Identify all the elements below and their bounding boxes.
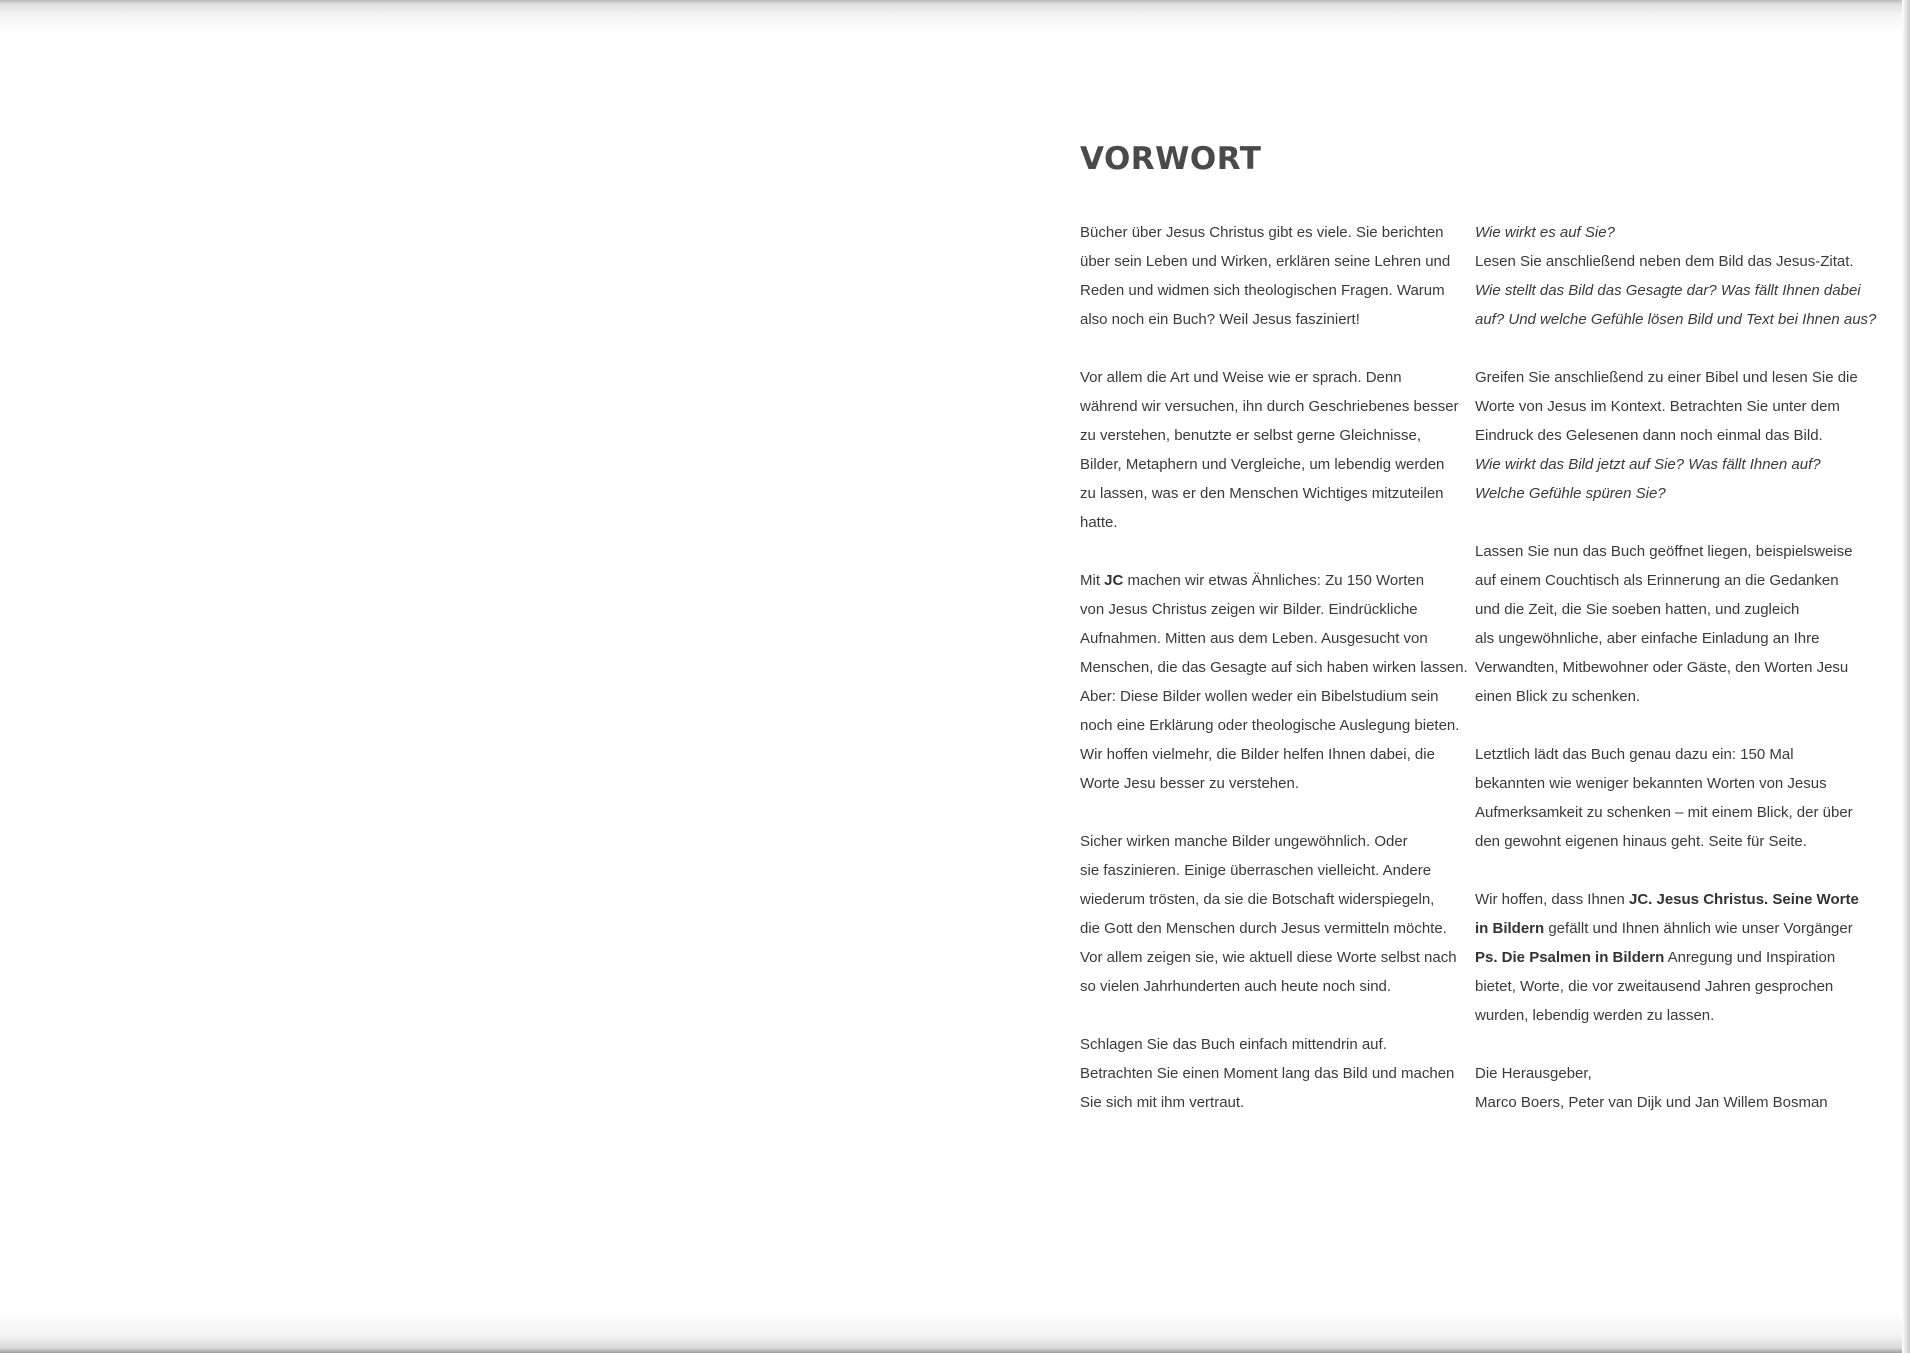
text-run: gefällt und Ihnen ähnlich wie unser Vorgänger <box>1544 920 1853 937</box>
paragraph-invitation <box>1475 740 1875 856</box>
text-line <box>1475 653 1875 682</box>
text-run: Letztlich lädt das Buch genau dazu ein: 150 Mal <box>1475 746 1794 763</box>
bottom-page-edge <box>0 1313 1910 1353</box>
text-run: Eindruck des Gelesenen dann noch einmal das Bild. <box>1475 427 1823 444</box>
text-line <box>1080 624 1480 653</box>
text-line <box>1080 508 1480 537</box>
text-run: Worte von Jesus im Kontext. Betrachten Sie unter dem <box>1475 398 1840 415</box>
signature-editors <box>1475 1059 1875 1117</box>
paragraph-speech <box>1080 363 1480 537</box>
text-run: Aufnahmen. Mitten aus dem Leben. Ausgesucht von <box>1080 630 1428 647</box>
text-run: Die Herausgeber, <box>1475 1065 1592 1082</box>
text-line <box>1475 798 1875 827</box>
text-line <box>1475 305 1875 334</box>
text-line <box>1475 1088 1875 1117</box>
text-line <box>1475 421 1875 450</box>
text-line <box>1475 624 1875 653</box>
text-line <box>1475 943 1875 972</box>
text-run: also noch ein Buch? Weil Jesus fasziniert! <box>1080 311 1360 328</box>
text-line <box>1080 595 1480 624</box>
text-line <box>1080 247 1480 276</box>
top-page-edge <box>0 0 1910 34</box>
text-run: Bücher über Jesus Christus gibt es viele. Sie berichten <box>1080 224 1444 241</box>
text-run: zu lassen, was er den Menschen Wichtiges mitzuteilen <box>1080 485 1444 502</box>
text-run: sie faszinieren. Einige überraschen vielleicht. Andere <box>1080 862 1432 879</box>
text-line <box>1475 885 1875 914</box>
text-column-left <box>1080 218 1480 1146</box>
text-line <box>1475 1001 1875 1030</box>
text-run: Anregung und Inspiration <box>1664 949 1836 966</box>
text-line <box>1475 827 1875 856</box>
text-run: Bilder, Metaphern und Vergleiche, um lebendig werden <box>1080 456 1445 473</box>
text-line <box>1475 479 1875 508</box>
text-line <box>1080 363 1480 392</box>
text-line <box>1475 218 1875 247</box>
text-run: Aber: Diese Bilder wollen weder ein Bibelstudium sein <box>1080 688 1439 705</box>
page-title: VORWORT <box>1080 141 1262 177</box>
paragraph-intro <box>1080 218 1480 334</box>
text-line <box>1475 537 1875 566</box>
paragraph-bible <box>1475 363 1875 508</box>
text-run: Schlagen Sie das Buch einfach mittendrin auf. <box>1080 1036 1387 1053</box>
text-run: Mit <box>1080 572 1105 589</box>
paragraph-questions <box>1475 218 1875 334</box>
text-line <box>1475 363 1875 392</box>
text-line <box>1475 740 1875 769</box>
text-run: Lesen Sie anschließend neben dem Bild das Jesus-Zitat. <box>1475 253 1854 270</box>
text-run: hatte. <box>1080 514 1118 531</box>
text-run: einen Blick zu schenken. <box>1475 688 1641 705</box>
right-page-edge <box>1902 0 1910 1353</box>
text-run: zu verstehen, benutzte er selbst gerne Gleichnisse, <box>1080 427 1422 444</box>
text-run: Sie sich mit ihm vertraut. <box>1080 1094 1245 1111</box>
text-run: Worte Jesu besser zu verstehen. <box>1080 775 1299 792</box>
text-line <box>1080 943 1480 972</box>
text-line <box>1080 740 1480 769</box>
text-line <box>1080 1059 1480 1088</box>
paragraph-coffee-table <box>1475 537 1875 711</box>
text-run: Wie wirkt das Bild jetzt auf Sie? Was fällt Ihnen auf? <box>1475 456 1821 473</box>
editor-names: Marco Boers, Peter van Dijk und Jan Willem Bosman <box>1475 1094 1828 1111</box>
text-line <box>1080 972 1480 1001</box>
paragraph-images <box>1080 827 1480 1001</box>
text-line <box>1475 595 1875 624</box>
text-run: Sicher wirken manche Bilder ungewöhnlich. Oder <box>1080 833 1408 850</box>
paragraph-hope <box>1475 885 1875 1030</box>
text-line <box>1475 566 1875 595</box>
text-run: die Gott den Menschen durch Jesus vermitteln möchte. <box>1080 920 1447 937</box>
text-line <box>1475 247 1875 276</box>
text-run: über sein Leben und Wirken, erklären seine Lehren und <box>1080 253 1451 270</box>
text-run: bekannten wie weniger bekannten Worten von Jesus <box>1475 775 1827 792</box>
text-run: während wir versuchen, ihn durch Geschriebenes besser <box>1080 398 1459 415</box>
text-line <box>1475 914 1875 943</box>
text-line <box>1080 421 1480 450</box>
text-line <box>1080 566 1480 595</box>
text-line <box>1080 914 1480 943</box>
book-title-jc-full: JC. Jesus Christus. Seine Worte <box>1628 891 1859 908</box>
text-line <box>1080 885 1480 914</box>
book-title-jc-full: in Bildern <box>1475 920 1545 937</box>
text-line <box>1080 711 1480 740</box>
left-page <box>0 30 955 1320</box>
text-line <box>1080 769 1480 798</box>
text-run: bietet, Worte, die vor zweitausend Jahren gesprochen <box>1475 978 1834 995</box>
text-run: Wir hoffen, dass Ihnen <box>1475 891 1629 908</box>
text-line <box>1475 769 1875 798</box>
text-run: Aufmerksamkeit zu schenken – mit einem Blick, der über <box>1475 804 1853 821</box>
text-run: Betrachten Sie einen Moment lang das Bild und machen <box>1080 1065 1455 1082</box>
book-title-psalmen: Ps. Die Psalmen in Bildern <box>1475 949 1665 966</box>
text-column-right <box>1475 218 1875 1146</box>
text-run: Verwandten, Mitbewohner oder Gäste, den Worten Jesu <box>1475 659 1849 676</box>
text-run: wiederum trösten, da sie die Botschaft widerspiegeln, <box>1080 891 1435 908</box>
text-run: Wir hoffen vielmehr, die Bilder helfen Ihnen dabei, die <box>1080 746 1435 763</box>
text-run: Lassen Sie nun das Buch geöffnet liegen, beispielsweise <box>1475 543 1853 560</box>
text-run: Greifen Sie anschließend zu einer Bibel und lesen Sie die <box>1475 369 1858 386</box>
text-run: noch eine Erklärung oder theologische Auslegung bieten. <box>1080 717 1460 734</box>
text-run: und die Zeit, die Sie soeben hatten, und zugleich <box>1475 601 1800 618</box>
text-run: Wie stellt das Bild das Gesagte dar? Was fällt Ihnen dabei <box>1475 282 1861 299</box>
text-run: auf? Und welche Gefühle lösen Bild und Text bei Ihnen aus? <box>1475 311 1877 328</box>
book-title-jc: JC <box>1104 572 1124 589</box>
text-line <box>1475 1059 1875 1088</box>
text-line <box>1080 653 1480 682</box>
text-line <box>1080 450 1480 479</box>
text-run: Welche Gefühle spüren Sie? <box>1475 485 1666 502</box>
text-line <box>1080 856 1480 885</box>
text-run: als ungewöhnliche, aber einfache Einladung an Ihre <box>1475 630 1820 647</box>
paragraph-jc <box>1080 566 1480 798</box>
text-line <box>1080 479 1480 508</box>
text-line <box>1475 450 1875 479</box>
text-run: von Jesus Christus zeigen wir Bilder. Eindrückliche <box>1080 601 1418 618</box>
text-run: so vielen Jahrhunderten auch heute noch sind. <box>1080 978 1392 995</box>
text-run: Wie wirkt es auf Sie? <box>1475 224 1615 241</box>
text-run: Vor allem zeigen sie, wie aktuell diese Worte selbst nach <box>1080 949 1457 966</box>
text-run: Vor allem die Art und Weise wie er sprach. Denn <box>1080 369 1402 386</box>
paragraph-open-book <box>1080 1030 1480 1117</box>
text-line <box>1080 276 1480 305</box>
text-line <box>1475 276 1875 305</box>
text-run: Reden und widmen sich theologischen Fragen. Warum <box>1080 282 1445 299</box>
text-line <box>1080 392 1480 421</box>
text-run: wurden, lebendig werden zu lassen. <box>1475 1007 1715 1024</box>
text-run: machen wir etwas Ähnliches: Zu 150 Worten <box>1123 572 1425 589</box>
text-line <box>1080 827 1480 856</box>
text-run: den gewohnt eigenen hinaus geht. Seite für Seite. <box>1475 833 1807 850</box>
text-line <box>1080 682 1480 711</box>
text-line <box>1475 392 1875 421</box>
text-line <box>1080 1088 1480 1117</box>
text-line <box>1080 1030 1480 1059</box>
text-line <box>1475 972 1875 1001</box>
text-line <box>1080 218 1480 247</box>
text-line <box>1080 305 1480 334</box>
text-run: Menschen, die das Gesagte auf sich haben wirken lassen. <box>1080 659 1468 676</box>
text-line <box>1475 682 1875 711</box>
text-run: auf einem Couchtisch als Erinnerung an die Gedanken <box>1475 572 1839 589</box>
